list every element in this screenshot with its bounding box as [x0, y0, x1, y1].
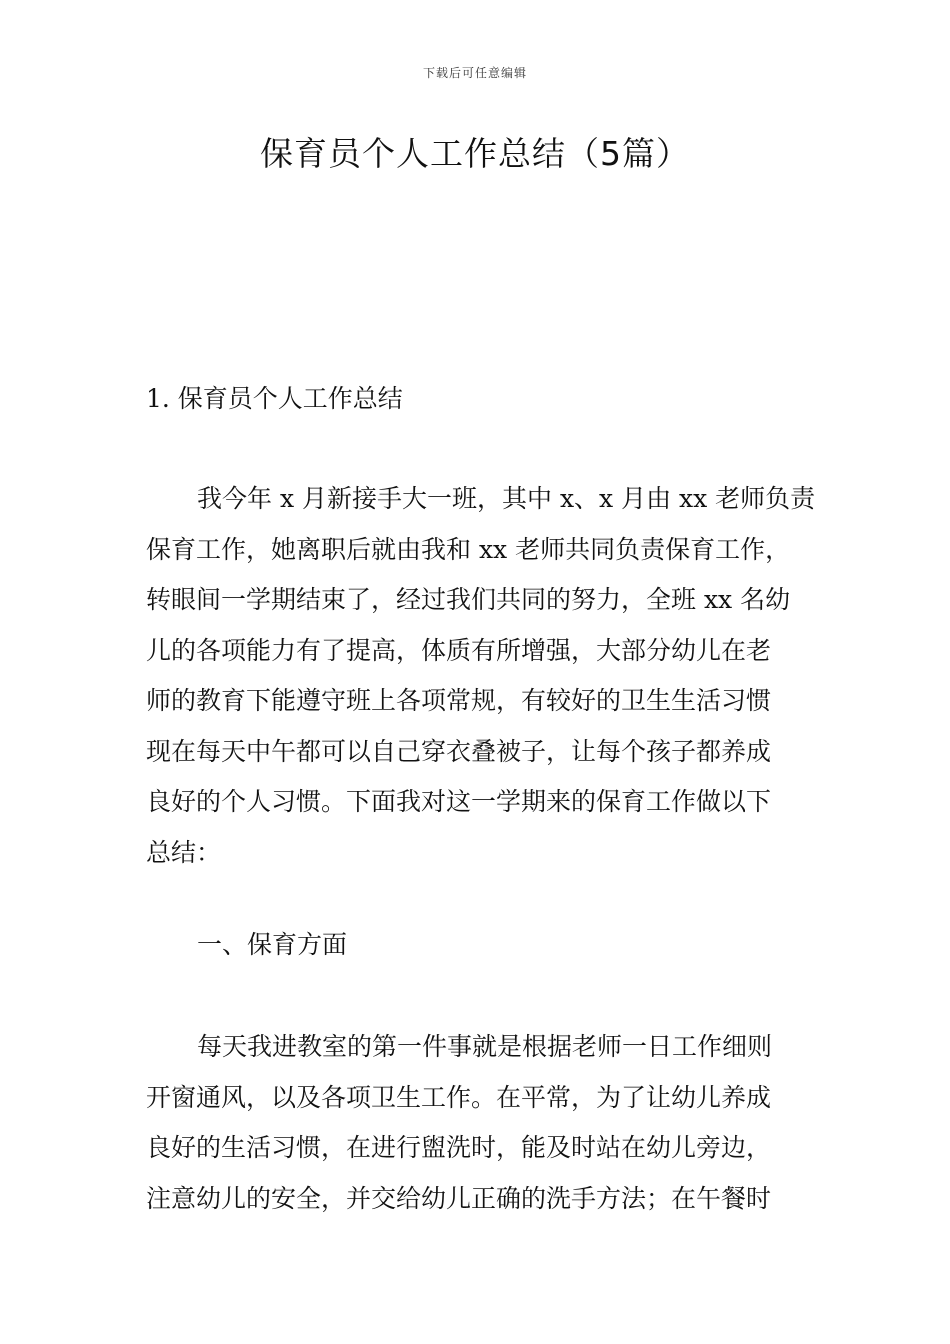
document-title: 保育员个人工作总结（5篇） — [260, 134, 690, 173]
section-heading: 1. 保育员个人工作总结 — [146, 384, 403, 413]
paragraph-line: 现在每天中午都可以自己穿衣叠被子，让每个孩子都养成 — [146, 736, 772, 766]
paragraph-line: 师的教育下能遵守班上各项常规，有较好的卫生生活习惯 — [146, 686, 772, 715]
paragraph-line: 注意幼儿的安全，并交给幼儿正确的洗手方法；在午餐时 — [146, 1183, 772, 1213]
paragraph-line: 转眼间一学期结束了，经过我们共同的努力，全班 xx 名幼 — [146, 585, 791, 614]
subheading-care: 一、保育方面 — [197, 930, 348, 959]
paragraph-care — [146, 1022, 810, 1224]
paragraph-line: 总结： — [146, 837, 222, 867]
paragraph-line: 儿的各项能力有了提高，体质有所增强，大部分幼儿在老 — [146, 635, 772, 665]
paragraph-line: 我今年 x 月新接手大一班，其中 x、x 月由 xx 老师负责 — [197, 484, 816, 513]
paragraph-line: 良好的生活习惯，在进行盥洗时，能及时站在幼儿旁边， — [146, 1133, 772, 1162]
paragraph-line: 开窗通风，以及各项卫生工作。在平常，为了让幼儿养成 — [146, 1082, 772, 1112]
paragraph-line: 每天我进教室的第一件事就是根据老师一日工作细则 — [197, 1032, 773, 1061]
paragraph-line: 保育工作，她离职后就由我和 xx 老师共同负责保育工作， — [146, 534, 791, 564]
paragraph-intro — [146, 474, 816, 878]
paragraph-line: 良好的个人习惯。下面我对这一学期来的保育工作做以下 — [146, 787, 772, 816]
header-note: 下载后可任意编辑 — [422, 66, 527, 80]
